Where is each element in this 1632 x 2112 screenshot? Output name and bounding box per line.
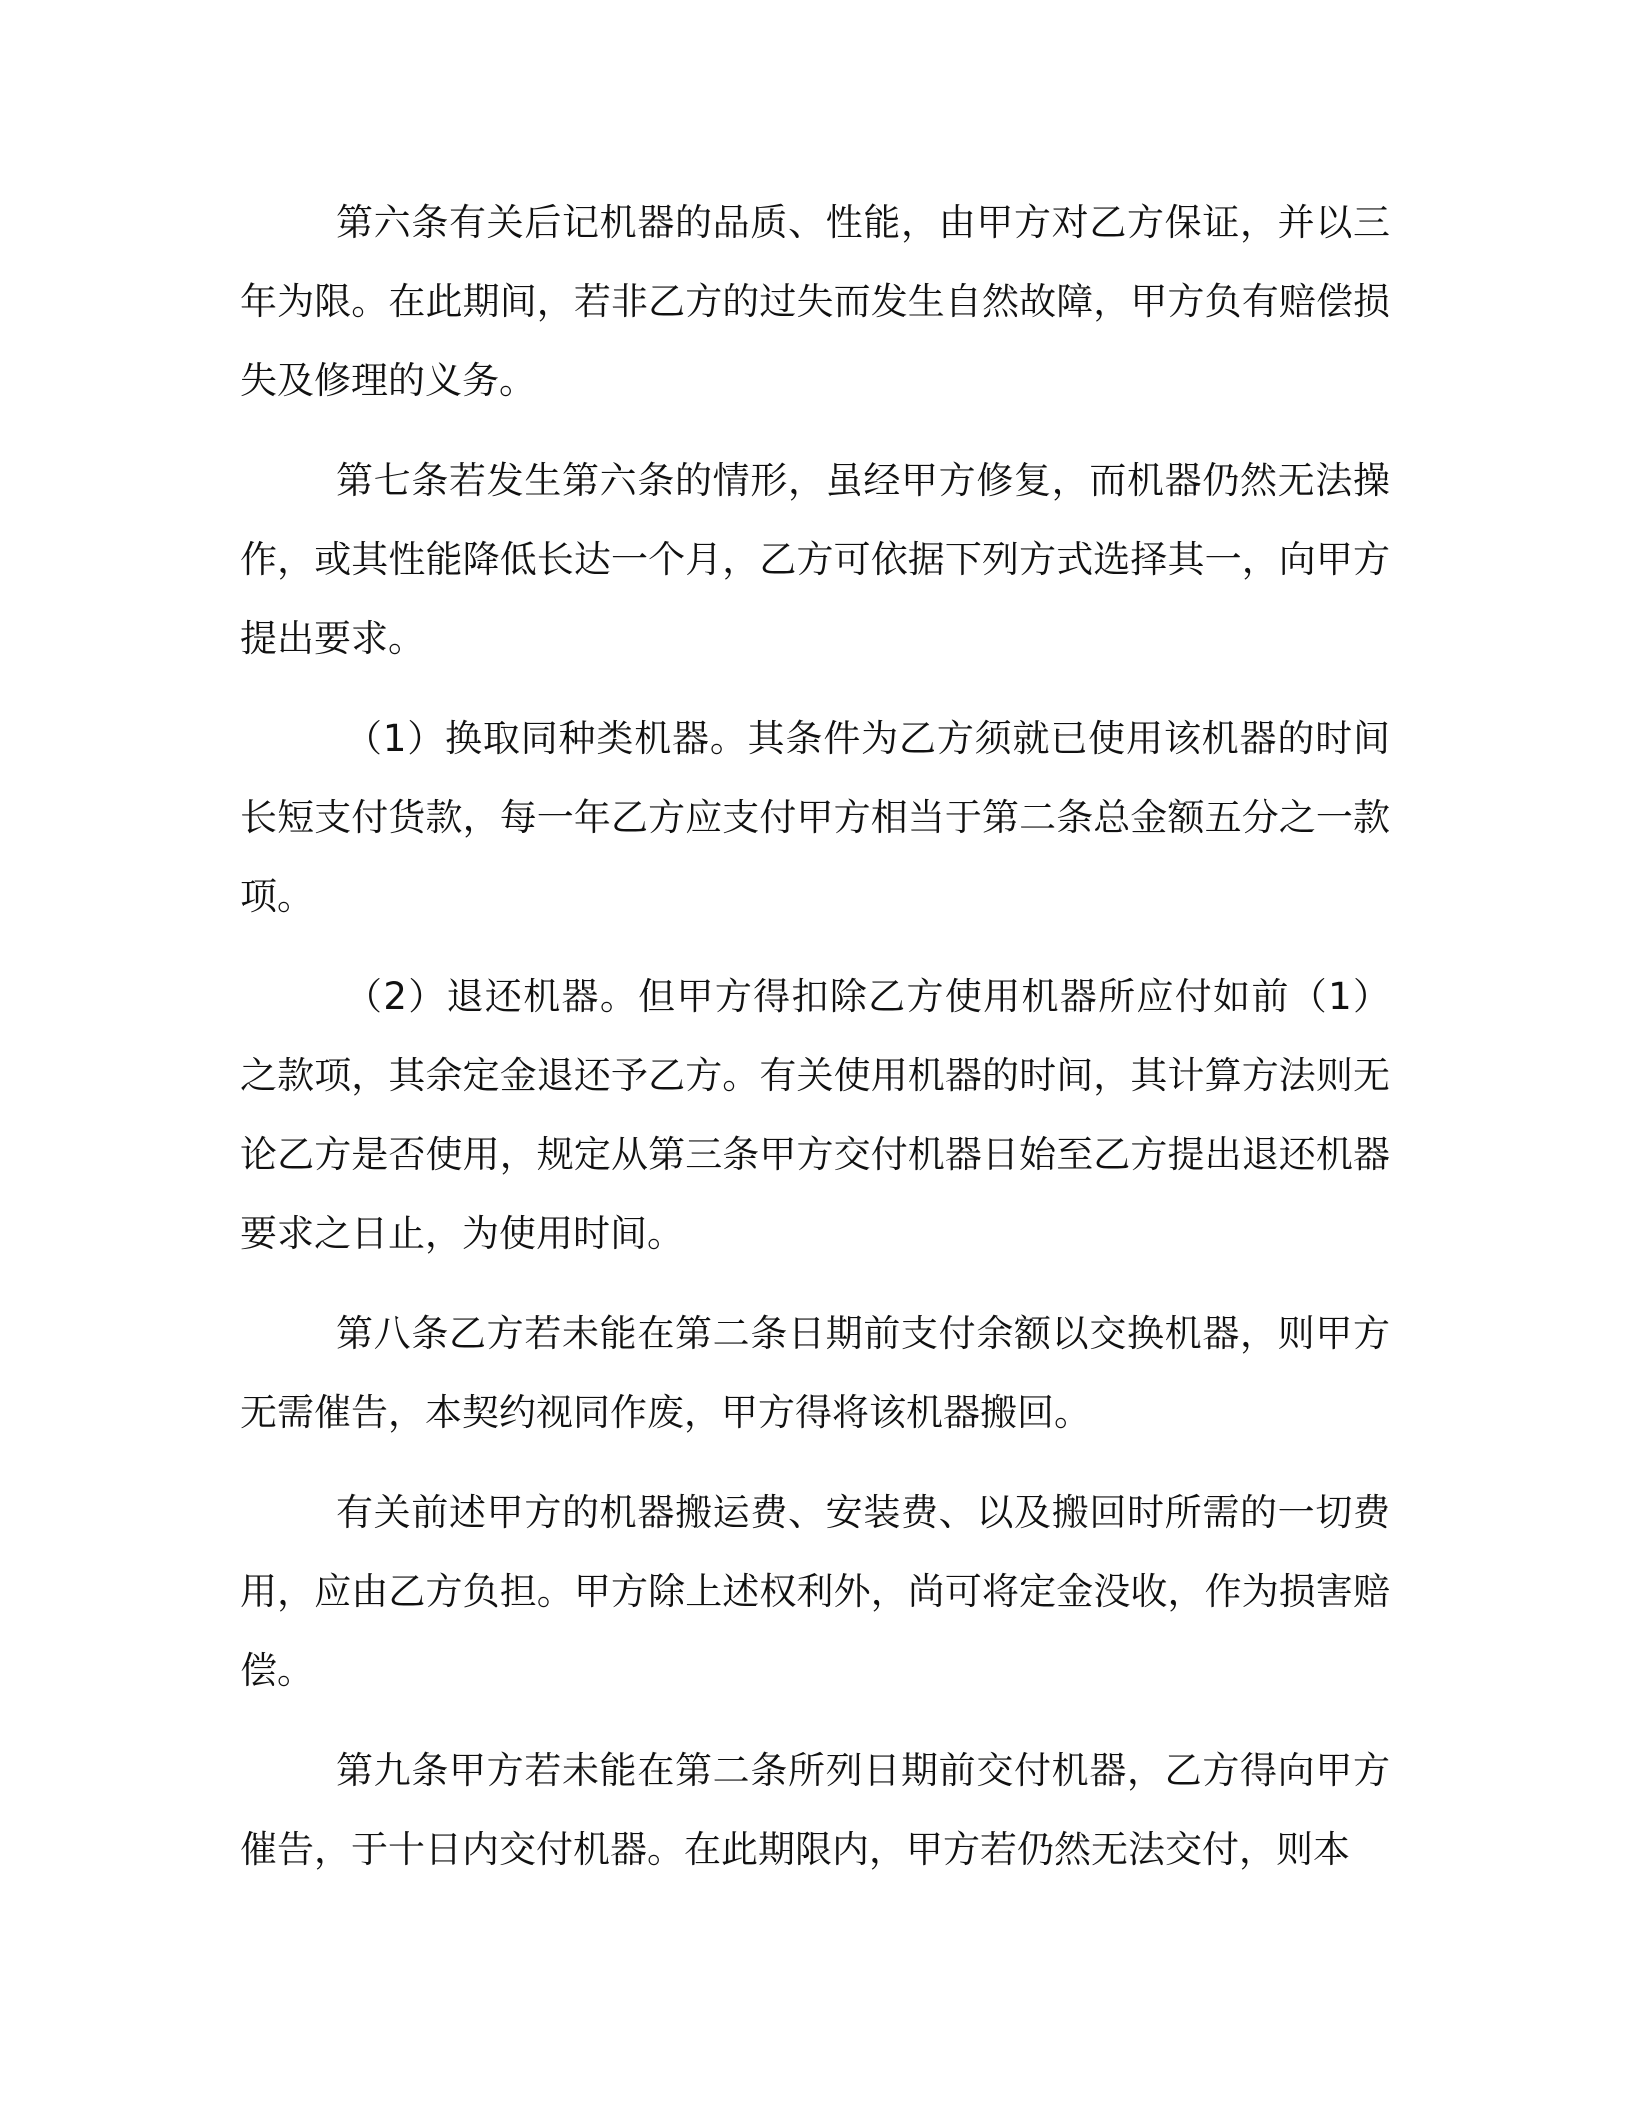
- article-9-paragraph: 第九条甲方若未能在第二条所列日期前交付机器，乙方得向甲方催告，于十日内交付机器。在此期限内，甲方若仍然无法交付，则本: [240, 1749, 1390, 1871]
- article-8-costs-paragraph: 有关前述甲方的机器搬运费、安装费、以及搬回时所需的一切费用，应由乙方负担。甲方除上述权利外，尚可将定金没收，作为损害赔偿。: [240, 1491, 1390, 1692]
- article-8-paragraph: 第八条乙方若未能在第二条日期前支付余额以交换机器，则甲方无需催告，本契约视同作废，甲方得将该机器搬回。: [240, 1312, 1390, 1434]
- document-body: [240, 183, 1390, 1910]
- article-7-paragraph: 第七条若发生第六条的情形，虽经甲方修复，而机器仍然无法操作，或其性能降低长达一个月，乙方可依据下列方式选择其一，向甲方提出要求。: [240, 459, 1390, 660]
- option-2-paragraph: （2）退还机器。但甲方得扣除乙方使用机器所应付如前（1）之款项，其余定金退还予乙方。有关使用机器的时间，其计算方法则无论乙方是否使用，规定从第三条甲方交付机器日始至乙方提出退还机器要求之日止，为使用时间。: [240, 975, 1390, 1255]
- article-6-paragraph: 第六条有关后记机器的品质、性能，由甲方对乙方保证，并以三年为限。在此期间，若非乙方的过失而发生自然故障，甲方负有赔偿损失及修理的义务。: [240, 201, 1390, 402]
- option-1-paragraph: （1）换取同种类机器。其条件为乙方须就已使用该机器的时间长短支付货款，每一年乙方应支付甲方相当于第二条总金额五分之一款项。: [240, 717, 1390, 918]
